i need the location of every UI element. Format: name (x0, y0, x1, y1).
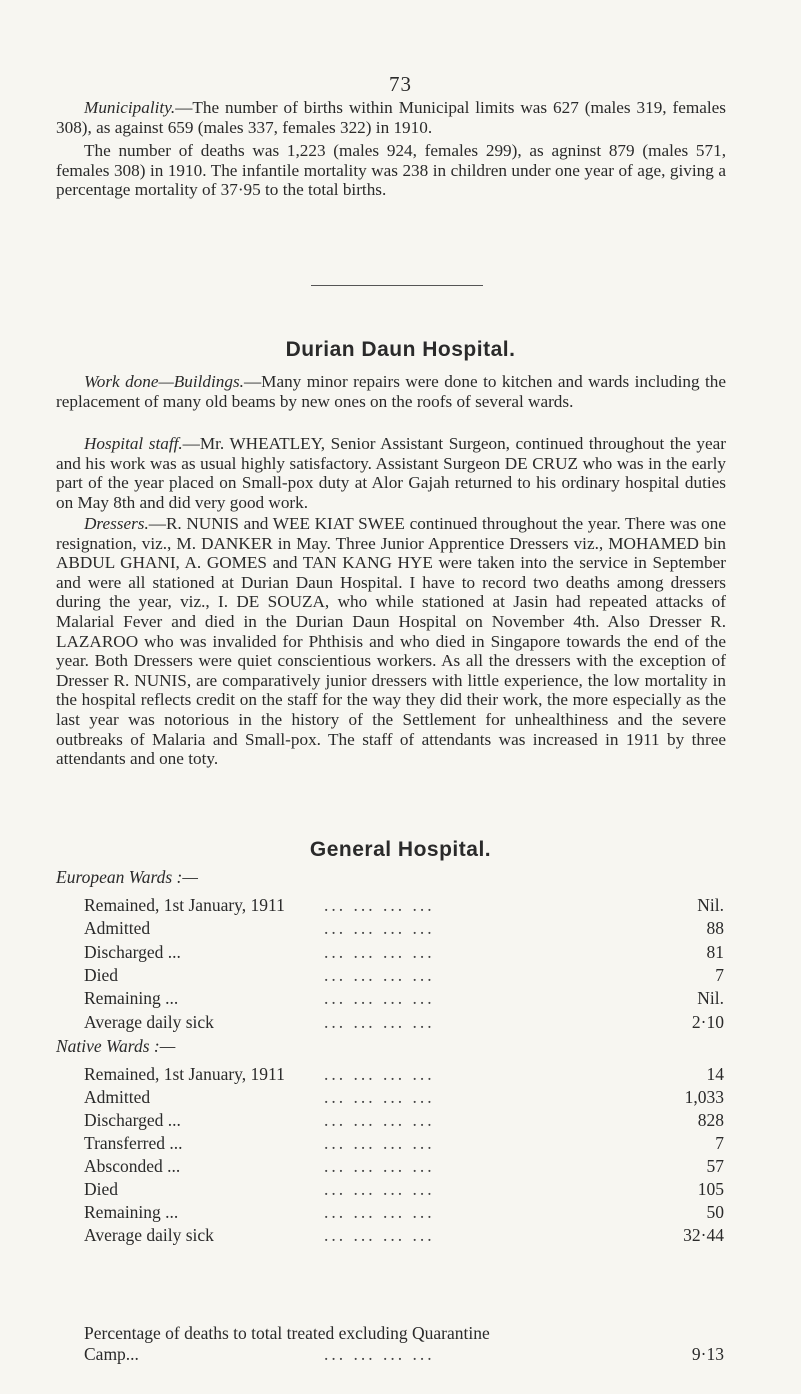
leader-dots: ... ... ... ... (324, 1202, 435, 1222)
european-row-label: Remained, 1st January, 1911 (84, 895, 285, 915)
native-row (84, 1156, 724, 1179)
native-wards-title: Native Wards :— (56, 1036, 176, 1056)
native-row (84, 1179, 724, 1202)
european-row (84, 965, 724, 988)
general-hospital-heading: General Hospital. (309, 838, 492, 861)
european-row-label: Died (84, 964, 119, 985)
native-row-value: 14 (706, 1064, 724, 1084)
native-row-label: Transferred ... (84, 1133, 183, 1153)
european-row-value: 7 (715, 964, 724, 985)
leader-dots: ... ... ... ... (324, 1064, 435, 1084)
native-row-label: Remaining ... (84, 1202, 179, 1222)
municipality-lead: Municipality. (84, 98, 176, 117)
european-wards-title: European Wards :— (56, 867, 198, 887)
percentage-deaths-line: Percentage of deaths to total treated excluding Quarantine (84, 1323, 490, 1343)
municipality-births-text: —The number of births within Municipal limits was 627 (males 319, females 308), as against 659 (males 337, females 322) in 1910. (56, 98, 726, 137)
municipality-births-paragraph (56, 98, 726, 137)
european-row-value: Nil. (697, 895, 724, 915)
leader-dots: ... ... ... ... (324, 964, 435, 985)
leader-dots: ... ... ... ... (324, 918, 435, 939)
dressers-paragraph (56, 514, 726, 769)
work-done-paragraph (56, 372, 726, 411)
native-row-value: 828 (697, 1110, 724, 1130)
section-divider (311, 285, 483, 286)
european-row-value: 2·10 (691, 1011, 724, 1032)
european-row (84, 988, 724, 1011)
native-row-label: Remained, 1st January, 1911 (84, 1064, 285, 1084)
native-row-label: Absconded ... (84, 1156, 181, 1176)
hospital-staff-lead: Hospital staff. (84, 434, 183, 453)
native-row-value: 32·44 (683, 1225, 724, 1245)
european-row-label: Remaining ... (84, 988, 179, 1009)
native-row-label: Average daily sick (84, 1225, 214, 1245)
native-row (84, 1087, 724, 1110)
european-row-value: Nil. (697, 988, 724, 1009)
leader-dots: ... ... ... ... (324, 988, 435, 1009)
leader-dots: ... ... ... ... (324, 1179, 435, 1199)
hospital-staff-text: —Mr. WHEATLEY, Senior Assistant Surgeon, continued throughout the year and his work was as usual highly satisfactory. Assistant Surgeon DE CRUZ who was in the early part of the year placed on Small-pox duty at Alor Gajah returned to his ordinary hospital duties on May 8th and did very good work. (56, 434, 726, 512)
european-row (84, 895, 724, 918)
leader-dots: ... ... ... ... (324, 941, 435, 962)
leader-dots: ... ... ... ... (324, 1087, 435, 1107)
european-row (84, 1012, 724, 1035)
native-row-value: 1,033 (684, 1087, 724, 1107)
european-row (84, 942, 724, 965)
leader-dots: ... ... ... ... (324, 1156, 435, 1176)
leader-dots: ... ... ... ... (324, 1110, 435, 1130)
european-row-label: Average daily sick (84, 1011, 214, 1032)
native-row-label: Admitted (84, 1087, 151, 1107)
european-row-value: 81 (706, 941, 724, 962)
european-row-label: Admitted (84, 918, 151, 939)
leader-dots: ... ... ... ... (324, 1344, 435, 1364)
dressers-text: —R. NUNIS and WEE KIAT SWEE continued throughout the year. There was one resignation, viz., M. DANKER in May. Three Junior Apprentice Dressers viz., MOHAMED bin ABDUL GHANI, A. GOMES and TAN KANG HYE were taken into the service in September and were all stationed at Durian Daun Hospital. I have to record two deaths among dressers during the year, viz., I. DE SOUZA, who while stationed at Jasin had repeated attacks of Malarial Fever and died in the Durian Daun Hospital on November 4th. Also Dresser R. LAZAROO who was invalided for Phthisis and who died in Singapore towards the end of the year. Both Dressers were quiet conscientious workers. As all the dressers with the exception of Dresser R. NUNIS, are comparatively junior dressers with little experience, the low mortality in the hospital reflects credit on the staff for the way they did their work, the more especially as the last year was notorious in the history of the Settlement for unhealthiness and the severe outbreaks of Malaria and Small-pox. The staff of attendants was increased in 1911 by three attendants and one toty. (56, 514, 726, 769)
municipality-deaths-paragraph: The number of deaths was 1,223 (males 924, females 299), as agninst 879 (males 571, females 308) in 1910. The infantile mortality was 238 in children under one year of age, giving a percentage mortality of 37·95 to the total births. (56, 141, 726, 200)
work-done-text: —Many minor repairs were done to kitchen and wards including the replacement of many old beams by new ones on the roofs of several wards. (56, 372, 726, 411)
page-number: 73 (389, 72, 412, 96)
percentage-row-value: 9·13 (691, 1344, 724, 1364)
native-row (84, 1064, 724, 1087)
percentage-row-label: Camp... (84, 1344, 139, 1364)
native-row-label: Discharged ... (84, 1110, 181, 1130)
native-row-value: 50 (706, 1202, 724, 1222)
european-row-label: Discharged ... (84, 941, 181, 962)
work-done-lead: Work done—Buildings. (84, 372, 244, 391)
native-row-value: 105 (697, 1179, 724, 1199)
leader-dots: ... ... ... ... (324, 895, 435, 915)
native-row (84, 1133, 724, 1156)
leader-dots: ... ... ... ... (324, 1225, 435, 1245)
leader-dots: ... ... ... ... (324, 1011, 435, 1032)
hospital-staff-paragraph (56, 434, 726, 512)
percentage-row (84, 1344, 724, 1367)
native-row-value: 7 (715, 1133, 724, 1153)
leader-dots: ... ... ... ... (324, 1133, 435, 1153)
european-row-value: 88 (706, 918, 724, 939)
dressers-lead: Dressers. (84, 514, 149, 533)
native-row (84, 1202, 724, 1225)
native-row-value: 57 (706, 1156, 724, 1176)
native-row (84, 1225, 724, 1248)
native-row-label: Died (84, 1179, 119, 1199)
european-row (84, 918, 724, 941)
durian-daun-heading: Durian Daun Hospital. (285, 338, 516, 361)
native-row (84, 1110, 724, 1133)
